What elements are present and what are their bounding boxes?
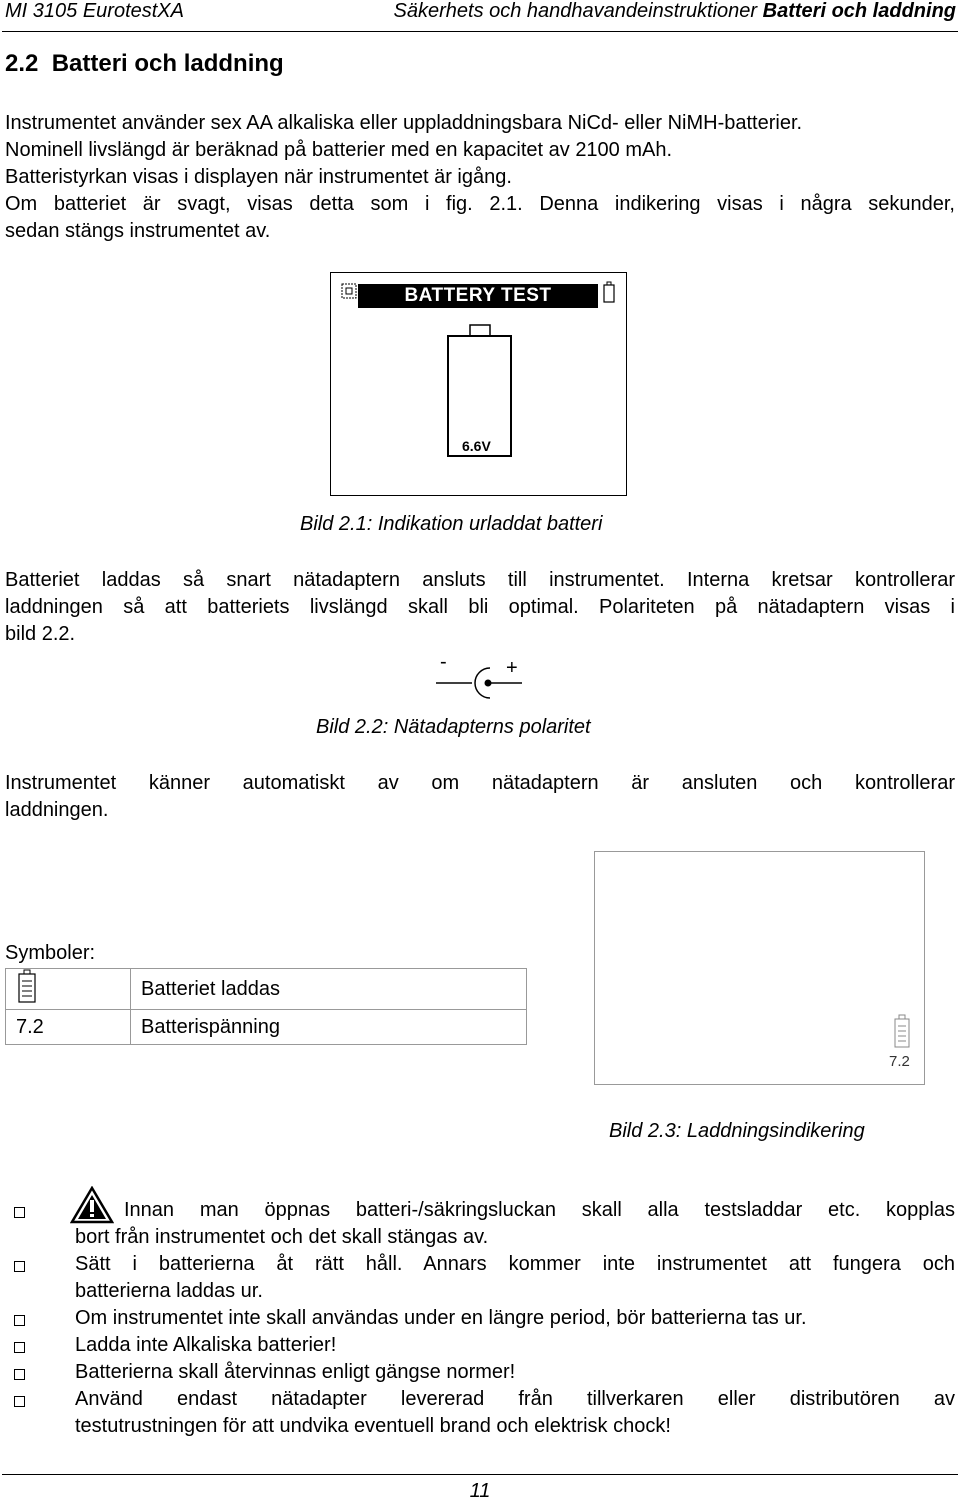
charging-line: Batteriet laddas så snart nätadaptern ansluts till instrumentet. Interna kretsar kontrollerar — [5, 569, 955, 591]
symbols-table — [5, 968, 527, 1045]
bullet-item — [75, 1332, 955, 1359]
bullet-item — [75, 1386, 955, 1440]
auto-detect-paragraph — [5, 770, 955, 824]
intro-line: Instrumentet använder sex AA alkaliska eller uppladdningsbara NiCd- eller NiMH-batterier. — [5, 112, 803, 134]
adapter-polarity-diagram — [436, 651, 526, 700]
header-chapter-prefix: Säkerhets och handhavandeinstruktioner — [393, 0, 763, 22]
bullet-item — [75, 1197, 955, 1251]
header-rule — [2, 31, 958, 32]
bullet-marker — [14, 1396, 25, 1407]
bullet-line: Om instrumentet inte skall användas under en längre period, bör batterierna tas ur. — [75, 1307, 807, 1329]
charging-line: laddningen så att batteriets livslängd skall bli optimal. Polariteten på nätadaptern visas i — [5, 596, 955, 618]
charging-paragraph — [5, 567, 955, 648]
symbol-label: Batteriet laddas — [131, 969, 527, 1010]
bullet-line: bort från instrumentet och det skall stängas av. — [75, 1226, 489, 1248]
bullet-marker — [14, 1369, 25, 1380]
battery-voltage: 6.6V — [462, 438, 491, 454]
small-battery-icon — [603, 281, 615, 303]
bullet-marker — [14, 1315, 25, 1326]
bullet-item — [75, 1305, 955, 1332]
symbol-label: Batterispänning — [131, 1010, 527, 1045]
bullet-line: Innan man öppnas batteri-/säkringsluckan skall alla testsladdar etc. kopplas — [124, 1199, 955, 1221]
symbol-cell — [6, 969, 131, 1010]
screen-title: BATTERY TEST — [358, 284, 598, 308]
bullet-line: Batterierna skall återvinnas enligt gängse normer! — [75, 1361, 516, 1383]
footer-rule — [2, 1474, 958, 1475]
auto-detect-line: Instrumentet känner automatiskt av om nätadaptern är ansluten och kontrollerar — [5, 772, 955, 794]
polarity-symbol-icon — [436, 655, 526, 700]
symbols-row — [6, 969, 527, 1010]
intro-paragraph — [5, 110, 955, 245]
header-chapter-title — [394, 0, 956, 23]
intro-line: Batteristyrkan visas i displayen när instrumentet är igång. — [5, 166, 512, 188]
symbols-heading: Symboler: — [5, 942, 96, 964]
page-number: 11 — [469, 1480, 491, 1502]
bullet-marker — [14, 1342, 25, 1353]
header-chapter-bold: Batteri och laddning — [762, 0, 956, 22]
symbol-cell: 7.2 — [6, 1010, 131, 1045]
intro-line: Nominell livslängd är beräknad på batterier med en kapacitet av 2100 mAh. — [5, 139, 673, 161]
intro-line: sedan stängs instrumentet av. — [5, 220, 271, 242]
figure-2-1-caption: Bild 2.1: Indikation urladdat batteri — [300, 513, 603, 535]
bullet-marker — [14, 1207, 25, 1218]
bullet-item — [75, 1251, 955, 1305]
bullet-marker — [14, 1261, 25, 1272]
safety-bullet-list — [0, 1197, 960, 1457]
charging-line: bild 2.2. — [5, 623, 76, 645]
bullet-line: Använd endast nätadapter levererad från tillverkaren eller distributören av — [75, 1388, 955, 1410]
screen-status-icon — [341, 283, 357, 299]
bullet-item — [75, 1359, 955, 1386]
figure-2-2-caption: Bild 2.2: Nätadapterns polaritet — [316, 716, 591, 738]
charging-battery-icon — [893, 1014, 911, 1048]
header-document-title: MI 3105 EurotestXA — [5, 0, 184, 22]
bullet-line: batterierna laddas ur. — [75, 1280, 263, 1302]
symbols-row — [6, 1010, 527, 1045]
figure-2-3-caption: Bild 2.3: Laddningsindikering — [609, 1120, 865, 1142]
charging-voltage: 7.2 — [889, 1053, 910, 1070]
bullet-line: testutrustningen för att undvika eventuell brand och elektrisk chock! — [75, 1415, 671, 1437]
battery-charging-icon — [16, 969, 38, 1003]
intro-line: Om batteriet är svagt, visas detta som i fig. 2.1. Denna indikering visas i några sekunder, — [5, 193, 955, 215]
charging-indication-screen — [594, 851, 925, 1085]
bullet-line: Ladda inte Alkaliska batterier! — [75, 1334, 337, 1356]
section-title: 2.2 Batteri och laddning — [5, 50, 284, 77]
polarity-plus: + — [506, 657, 518, 679]
battery-test-screen — [330, 272, 627, 496]
polarity-minus: - — [440, 651, 447, 673]
bullet-line: Sätt i batterierna åt rätt håll. Annars kommer inte instrumentet att fungera och — [75, 1253, 955, 1275]
auto-detect-line: laddningen. — [5, 799, 109, 821]
